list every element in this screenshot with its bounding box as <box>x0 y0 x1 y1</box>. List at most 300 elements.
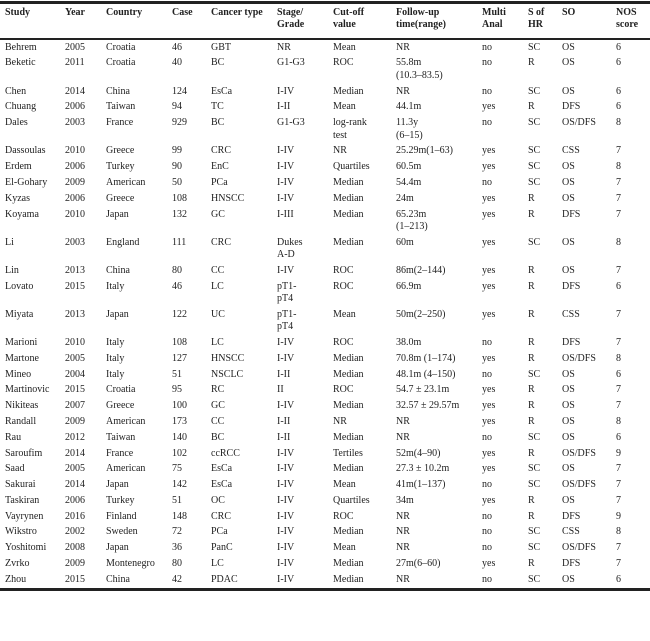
cell-country: France <box>106 447 134 459</box>
cell-country: Montenegro <box>106 558 155 569</box>
cell-s-of-hr: SC <box>528 161 541 173</box>
table-row <box>0 446 650 462</box>
cell-year: 2010 <box>65 208 85 220</box>
cell-cutoff-value: Median <box>333 463 364 475</box>
cell-case: 51 <box>172 494 182 506</box>
cell-cancer-type: BC <box>211 57 225 69</box>
cell-cancer-type: GBT <box>211 41 231 53</box>
column-header-follow-up: Follow-up time(range) <box>396 7 446 30</box>
cell-nos-score: 7 <box>616 208 621 220</box>
cell-s-of-hr: R <box>528 558 535 569</box>
cell-nos-score: 9 <box>616 510 621 522</box>
cell-nos-score: 8 <box>616 117 621 129</box>
cell-stage-grade: I-IV <box>277 85 295 97</box>
column-header-study: Study <box>5 7 31 18</box>
cell-country: American <box>106 415 146 427</box>
cell-study: Lin <box>5 264 19 276</box>
cell-multi-anal: yes <box>482 447 496 459</box>
cell-stage-grade: II <box>277 384 284 396</box>
cell-study: Vayrynen <box>5 510 44 522</box>
cell-study: Martinovic <box>5 384 50 396</box>
cell-so: OS <box>562 264 575 276</box>
cell-year: 2012 <box>65 431 85 443</box>
cell-cancer-type: UC <box>211 308 225 320</box>
cell-cutoff-value: ROC <box>333 337 354 349</box>
cell-year: 2015 <box>65 573 85 585</box>
cell-study: Beketic <box>5 57 36 69</box>
cell-stage-grade: I-IV <box>277 463 295 475</box>
cell-nos-score: 6 <box>616 41 621 53</box>
cell-so: OS <box>562 431 575 443</box>
cell-nos-score: 8 <box>616 526 621 538</box>
cell-nos-score: 8 <box>616 161 621 173</box>
cell-year: 2003 <box>65 236 85 248</box>
cell-s-of-hr: SC <box>528 117 541 129</box>
cell-follow-up: 70.8m (1–174) <box>396 352 456 364</box>
cell-nos-score: 7 <box>616 176 621 188</box>
cell-s-of-hr: R <box>528 400 535 412</box>
cell-multi-anal: yes <box>482 463 496 475</box>
cell-nos-score: 7 <box>616 479 621 491</box>
cell-cancer-type: EnC <box>211 161 229 173</box>
cell-country: Taiwan <box>106 431 136 443</box>
cell-year: 2005 <box>65 463 85 475</box>
cell-cancer-type: CC <box>211 264 225 276</box>
cell-follow-up: 50m(2–250) <box>396 308 446 320</box>
cell-country: Croatia <box>106 384 136 396</box>
cell-multi-anal: no <box>482 41 492 53</box>
cell-study: Mineo <box>5 368 32 380</box>
cell-year: 2009 <box>65 176 85 188</box>
cell-so: CSS <box>562 526 580 538</box>
cell-case: 132 <box>172 208 187 220</box>
cell-stage-grade: pT1- pT4 <box>277 308 297 333</box>
cell-multi-anal: no <box>482 526 492 538</box>
cell-cancer-type: BC <box>211 431 225 443</box>
cell-study: Randall <box>5 415 37 427</box>
cell-so: OS <box>562 415 575 427</box>
cell-multi-anal: yes <box>482 415 496 427</box>
cell-multi-anal: yes <box>482 308 496 320</box>
cell-stage-grade: G1-G3 <box>277 117 305 129</box>
cell-stage-grade: I-IV <box>277 352 295 364</box>
cell-cutoff-value: NR <box>333 145 347 157</box>
cell-follow-up: NR <box>396 415 410 427</box>
cell-year: 2010 <box>65 337 85 349</box>
cell-nos-score: 8 <box>616 236 621 248</box>
cell-stage-grade: I-IV <box>277 542 295 554</box>
cell-so: OS <box>562 236 575 248</box>
cell-country: Italy <box>106 337 125 349</box>
cell-multi-anal: yes <box>482 101 496 113</box>
table-row <box>0 367 650 383</box>
cell-country: Croatia <box>106 41 136 53</box>
cell-country: Japan <box>106 308 129 320</box>
cell-multi-anal: no <box>482 57 492 69</box>
cell-study: Li <box>5 236 14 248</box>
cell-so: OS <box>562 368 575 380</box>
cell-cutoff-value: Median <box>333 208 364 220</box>
cell-study: Erdem <box>5 161 32 173</box>
table-row <box>0 541 650 557</box>
cell-cancer-type: CRC <box>211 236 232 248</box>
table-row <box>0 509 650 525</box>
cell-s-of-hr: SC <box>528 368 541 380</box>
table-row <box>0 279 650 307</box>
cell-case: 75 <box>172 463 182 475</box>
cell-cutoff-value: ROC <box>333 280 354 292</box>
cell-study: Rau <box>5 431 22 443</box>
cell-cutoff-value: Median <box>333 400 364 412</box>
cell-cutoff-value: Median <box>333 573 364 585</box>
cell-cutoff-value: ROC <box>333 510 354 522</box>
cell-cutoff-value: Median <box>333 526 364 538</box>
cell-cancer-type: HNSCC <box>211 352 245 364</box>
cell-year: 2003 <box>65 117 85 129</box>
column-header-cancer-type: Cancer type <box>211 7 263 18</box>
cell-follow-up: NR <box>396 85 410 97</box>
cell-study: Lovato <box>5 280 34 292</box>
cell-country: Greece <box>106 145 135 157</box>
study-characteristics-table <box>0 1 650 591</box>
cell-cancer-type: LC <box>211 558 224 569</box>
cell-so: OS <box>562 192 575 204</box>
table-row <box>0 572 650 589</box>
table-row <box>0 556 650 572</box>
table-row <box>0 477 650 493</box>
cell-follow-up: 41m(1–137) <box>396 479 446 491</box>
cell-stage-grade: I-IV <box>277 400 295 412</box>
cell-so: OS/DFS <box>562 352 596 364</box>
cell-country: Turkey <box>106 161 135 173</box>
table-row <box>0 462 650 478</box>
cell-case: 102 <box>172 447 187 459</box>
cell-country: American <box>106 463 146 475</box>
cell-so: OS <box>562 176 575 188</box>
cell-study: El-Gohary <box>5 176 48 188</box>
table-row <box>0 56 650 84</box>
cell-multi-anal: yes <box>482 400 496 412</box>
cell-cutoff-value: ROC <box>333 264 354 276</box>
cell-so: OS <box>562 57 575 69</box>
cell-case: 108 <box>172 192 187 204</box>
cell-cancer-type: ccRCC <box>211 447 240 459</box>
cell-s-of-hr: SC <box>528 41 541 53</box>
cell-s-of-hr: R <box>528 352 535 364</box>
cell-multi-anal: yes <box>482 558 496 569</box>
table-row <box>0 207 650 235</box>
cell-s-of-hr: R <box>528 192 535 204</box>
cell-follow-up: 60m <box>396 236 414 248</box>
cell-s-of-hr: SC <box>528 85 541 97</box>
table-row <box>0 307 650 335</box>
cell-cutoff-value: Median <box>333 236 364 248</box>
cell-cutoff-value: Median <box>333 431 364 443</box>
table-row <box>0 263 650 279</box>
cell-study: Zhou <box>5 573 27 585</box>
table-row <box>0 399 650 415</box>
cell-stage-grade: pT1- pT4 <box>277 280 297 305</box>
cell-follow-up: 60.5m <box>396 161 422 173</box>
table-row <box>0 39 650 56</box>
cell-nos-score: 7 <box>616 264 621 276</box>
cell-year: 2009 <box>65 415 85 427</box>
table-row <box>0 116 650 144</box>
cell-cutoff-value: Mean <box>333 41 356 53</box>
cell-country: Japan <box>106 542 129 554</box>
cell-case: 36 <box>172 542 182 554</box>
table-row <box>0 175 650 191</box>
cell-nos-score: 7 <box>616 384 621 396</box>
cell-cancer-type: LC <box>211 280 224 292</box>
cell-multi-anal: no <box>482 117 492 129</box>
cell-case: 99 <box>172 145 182 157</box>
cell-so: OS <box>562 573 575 585</box>
cell-case: 80 <box>172 558 182 569</box>
cell-nos-score: 7 <box>616 145 621 157</box>
cell-nos-score: 8 <box>616 352 621 364</box>
table-row <box>0 235 650 263</box>
column-header-multi-anal: Multi Anal <box>482 7 506 30</box>
cell-follow-up: NR <box>396 41 410 53</box>
cell-stage-grade: I-IV <box>277 573 295 585</box>
cell-s-of-hr: SC <box>528 479 541 491</box>
table-row <box>0 84 650 100</box>
cell-multi-anal: no <box>482 176 492 188</box>
cell-multi-anal: yes <box>482 384 496 396</box>
cell-s-of-hr: R <box>528 208 535 220</box>
cell-stage-grade: I-II <box>277 415 291 427</box>
cell-stage-grade: I-II <box>277 368 291 380</box>
cell-cancer-type: TC <box>211 101 224 113</box>
cell-s-of-hr: SC <box>528 431 541 443</box>
cell-study: Behrem <box>5 41 37 53</box>
cell-so: OS <box>562 41 575 53</box>
cell-multi-anal: no <box>482 542 492 554</box>
table-row <box>0 351 650 367</box>
cell-s-of-hr: R <box>528 308 535 320</box>
cell-multi-anal: no <box>482 479 492 491</box>
cell-study: Taskiran <box>5 494 40 506</box>
cell-stage-grade: I-IV <box>277 161 295 173</box>
cell-country: England <box>106 236 140 248</box>
column-header-so: SO <box>562 7 576 18</box>
cell-multi-anal: yes <box>482 161 496 173</box>
cell-cancer-type: CRC <box>211 510 232 522</box>
column-header-case: Case <box>172 7 193 18</box>
cell-so: OS <box>562 463 575 475</box>
cell-case: 42 <box>172 573 182 585</box>
cell-study: Wikstro <box>5 526 37 538</box>
table-row <box>0 525 650 541</box>
cell-nos-score: 7 <box>616 542 621 554</box>
cell-s-of-hr: R <box>528 384 535 396</box>
cell-nos-score: 6 <box>616 85 621 97</box>
cell-stage-grade: I-III <box>277 208 294 220</box>
cell-follow-up: 44.1m <box>396 101 422 113</box>
cell-s-of-hr: SC <box>528 463 541 475</box>
cell-year: 2008 <box>65 542 85 554</box>
cell-country: Italy <box>106 368 125 380</box>
cell-s-of-hr: SC <box>528 542 541 554</box>
cell-so: OS <box>562 161 575 173</box>
cell-nos-score: 9 <box>616 447 621 459</box>
cell-cutoff-value: Mean <box>333 308 356 320</box>
cell-so: DFS <box>562 101 581 113</box>
cell-country: American <box>106 176 146 188</box>
cell-study: Saroufim <box>5 447 43 459</box>
cell-follow-up: 48.1m (4–150) <box>396 368 456 380</box>
table-row <box>0 144 650 160</box>
cell-nos-score: 6 <box>616 573 621 585</box>
cell-year: 2006 <box>65 192 85 204</box>
cell-nos-score: 7 <box>616 463 621 475</box>
cell-case: 127 <box>172 352 187 364</box>
cell-year: 2013 <box>65 308 85 320</box>
cell-cancer-type: CC <box>211 415 225 427</box>
cell-follow-up: 66.9m <box>396 280 422 292</box>
cell-year: 2010 <box>65 145 85 157</box>
cell-cancer-type: PDAC <box>211 573 238 585</box>
cell-nos-score: 7 <box>616 192 621 204</box>
cell-year: 2004 <box>65 368 85 380</box>
cell-nos-score: 7 <box>616 308 621 320</box>
cell-cutoff-value: Median <box>333 85 364 97</box>
cell-s-of-hr: SC <box>528 526 541 538</box>
cell-s-of-hr: SC <box>528 236 541 248</box>
cell-nos-score: 7 <box>616 494 621 506</box>
cell-year: 2014 <box>65 479 85 491</box>
cell-nos-score: 6 <box>616 101 621 113</box>
cell-follow-up: 65.23m (1–213) <box>396 208 428 232</box>
cell-follow-up: 27.3 ± 10.2m <box>396 463 450 475</box>
cell-case: 108 <box>172 337 187 349</box>
cell-cutoff-value: Mean <box>333 542 356 554</box>
cell-year: 2005 <box>65 352 85 364</box>
cell-case: 40 <box>172 57 182 69</box>
cell-case: 100 <box>172 400 187 412</box>
cell-cancer-type: EsCa <box>211 479 233 491</box>
column-header-country: Country <box>106 7 143 18</box>
cell-country: Croatia <box>106 57 136 69</box>
cell-case: 173 <box>172 415 187 427</box>
cell-follow-up: 86m(2–144) <box>396 264 446 276</box>
cell-cancer-type: PCa <box>211 526 228 538</box>
cell-stage-grade: I-IV <box>277 494 295 506</box>
cell-cancer-type: PCa <box>211 176 228 188</box>
cell-country: China <box>106 85 130 97</box>
cell-study: Dales <box>5 117 28 129</box>
cell-study: Marioni <box>5 337 38 349</box>
cell-s-of-hr: R <box>528 494 535 506</box>
cell-year: 2014 <box>65 447 85 459</box>
cell-cutoff-value: NR <box>333 415 347 427</box>
column-header-stage-grade: Stage/ Grade <box>277 7 305 30</box>
cell-cancer-type: CRC <box>211 145 232 157</box>
cell-cancer-type: GC <box>211 208 225 220</box>
cell-follow-up: 34m <box>396 494 414 506</box>
cell-so: OS/DFS <box>562 479 596 491</box>
table-row <box>0 430 650 446</box>
cell-follow-up: 54.4m <box>396 176 422 188</box>
cell-case: 50 <box>172 176 182 188</box>
cell-case: 72 <box>172 526 182 538</box>
cell-follow-up: 32.57 ± 29.57m <box>396 400 460 412</box>
column-header-s-of-hr: S of HR <box>528 7 545 30</box>
cell-case: 90 <box>172 161 182 173</box>
cell-s-of-hr: R <box>528 101 535 113</box>
cell-s-of-hr: R <box>528 510 535 522</box>
cell-study: Martone <box>5 352 39 364</box>
cell-multi-anal: yes <box>482 192 496 204</box>
cell-stage-grade: I-IV <box>277 526 295 538</box>
cell-country: Turkey <box>106 494 135 506</box>
cell-s-of-hr: SC <box>528 145 541 157</box>
cell-follow-up: NR <box>396 542 410 554</box>
cell-stage-grade: I-IV <box>277 176 295 188</box>
table-row <box>0 414 650 430</box>
cell-follow-up: 55.8m (10.3–83.5) <box>396 57 443 81</box>
cell-study: Sakurai <box>5 479 36 491</box>
cell-cutoff-value: ROC <box>333 57 354 69</box>
cell-year: 2011 <box>65 57 85 69</box>
cell-nos-score: 8 <box>616 415 621 427</box>
cell-so: OS <box>562 85 575 97</box>
cell-country: China <box>106 264 130 276</box>
cell-case: 80 <box>172 264 182 276</box>
cell-multi-anal: no <box>482 431 492 443</box>
cell-cutoff-value: Median <box>333 176 364 188</box>
cell-multi-anal: no <box>482 510 492 522</box>
cell-year: 2002 <box>65 526 85 538</box>
table-header <box>0 3 650 40</box>
cell-nos-score: 6 <box>616 431 621 443</box>
cell-multi-anal: no <box>482 337 492 349</box>
cell-study: Saad <box>5 463 25 475</box>
cell-so: DFS <box>562 510 581 522</box>
cell-cutoff-value: Median <box>333 192 364 204</box>
cell-stage-grade: I-IV <box>277 479 295 491</box>
cell-so: OS/DFS <box>562 542 596 554</box>
cell-cancer-type: RC <box>211 384 225 396</box>
table-row <box>0 335 650 351</box>
cell-multi-anal: no <box>482 85 492 97</box>
cell-year: 2005 <box>65 41 85 53</box>
cell-case: 46 <box>172 41 182 53</box>
cell-stage-grade: I-IV <box>277 264 295 276</box>
table-row <box>0 160 650 176</box>
cell-stage-grade: G1-G3 <box>277 57 305 69</box>
cell-multi-anal: yes <box>482 280 496 292</box>
cell-nos-score: 6 <box>616 57 621 69</box>
table-row <box>0 493 650 509</box>
cell-stage-grade: I-IV <box>277 337 295 349</box>
cell-multi-anal: no <box>482 573 492 585</box>
cell-follow-up: 27m(6–60) <box>396 558 441 569</box>
cell-follow-up: 38.0m <box>396 337 422 349</box>
cell-country: China <box>106 573 130 585</box>
cell-stage-grade: I-IV <box>277 447 295 459</box>
cell-study: Chuang <box>5 101 37 113</box>
cell-follow-up: 24m <box>396 192 414 204</box>
cell-cutoff-value: log-rank test <box>333 117 367 141</box>
cell-cutoff-value: Mean <box>333 479 356 491</box>
cell-case: 124 <box>172 85 187 97</box>
cell-multi-anal: yes <box>482 208 496 220</box>
cell-stage-grade: I-IV <box>277 510 295 522</box>
column-header-year: Year <box>65 7 85 18</box>
cell-country: Japan <box>106 208 129 220</box>
